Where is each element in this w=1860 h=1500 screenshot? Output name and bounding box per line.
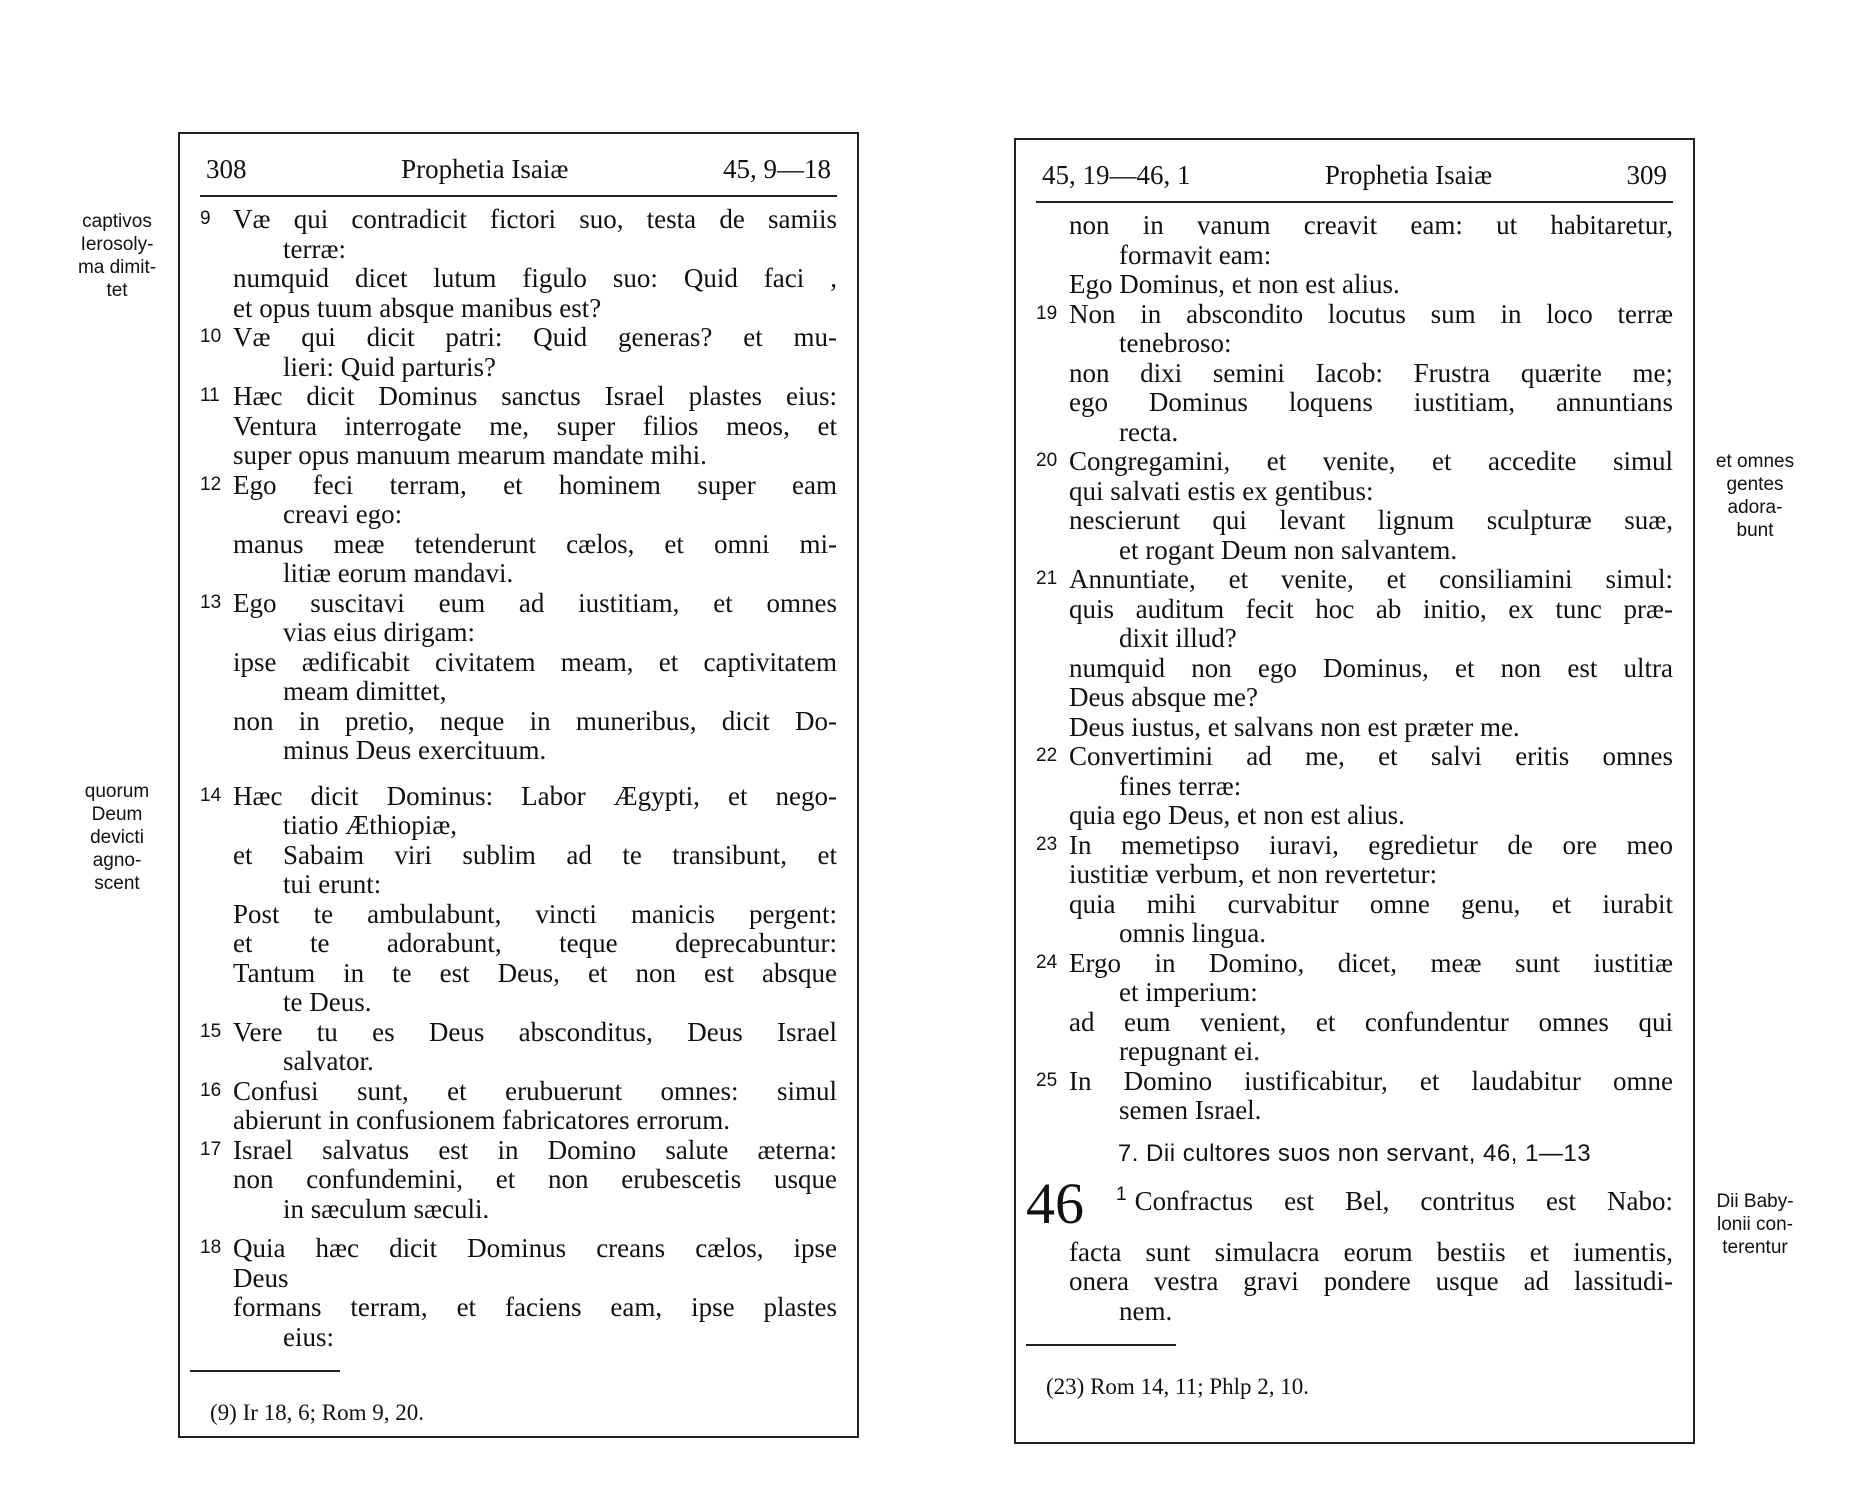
verse-line: ad eum venient, et confundentur omnes qui <box>1069 1006 1673 1037</box>
verse <box>200 1234 837 1352</box>
margin-note-captivos: captivos Ierosoly- ma dimit- tet <box>77 211 157 301</box>
verse-line: Vere tu es Deus absconditus, Deus Israel <box>233 1016 837 1047</box>
chapter-number: 46 <box>1026 1170 1084 1236</box>
verse <box>1036 565 1673 742</box>
verse-number: 23 <box>1036 833 1058 855</box>
verse <box>1036 742 1673 831</box>
verse-line: vias eius dirigam: <box>283 617 475 647</box>
verse-line: quia ego Deus, et non est alius. <box>1069 800 1405 830</box>
verse-number: 21 <box>1036 568 1058 589</box>
chapter-first-line <box>1116 1180 1673 1217</box>
page-header <box>200 154 837 197</box>
verse-number: 13 <box>200 591 222 613</box>
verse-line: et opus tuum absque manibus est? <box>233 292 602 323</box>
verse-line: fines terræ: <box>1119 770 1242 801</box>
page-title: Prophetia Isaiæ <box>401 154 569 184</box>
verse <box>200 1077 837 1136</box>
verse-number: 1 <box>1116 1183 1127 1205</box>
verse-number: 22 <box>1036 745 1058 766</box>
verse <box>200 382 837 471</box>
verse-line: Væ qui contradicit fictori suo, testa de samiis <box>233 204 837 234</box>
footnote-rule <box>1026 1344 1176 1346</box>
verse-line: et te adorabunt, teque deprecabuntur: <box>233 928 837 958</box>
verse-line: Hæc dicit Dominus: Labor Ægypti, et nego- <box>233 780 837 811</box>
verse-line: terræ: <box>283 233 346 264</box>
verse-line: tiatio Æthiopiæ, <box>283 810 458 840</box>
verse-line: Ego Dominus, et non est alius. <box>1069 269 1400 299</box>
verse-line: semen Israel. <box>1119 1095 1262 1125</box>
verse-line: tenebroso: <box>1119 328 1232 358</box>
verse-number: 18 <box>200 1237 222 1258</box>
verse-line: ipse ædificabit civitatem meam, et captivitatem <box>233 646 837 677</box>
verse-line: Deus absque me? <box>1069 682 1258 712</box>
verse-line: formans terram, et faciens eam, ipse plastes <box>233 1292 837 1322</box>
verse-line: omnis lingua. <box>1119 918 1266 948</box>
chapter-start <box>1026 1170 1673 1238</box>
verse-line: Quia hæc dicit Dominus creans cælos, ipse <box>233 1233 837 1263</box>
verse-line: salvator. <box>283 1046 374 1076</box>
verse-line: Deus <box>233 1262 289 1293</box>
page-body <box>200 197 837 1352</box>
verse-line: quis auditum fecit hoc ab initio, ex tunc præ- <box>1069 593 1673 624</box>
verse-line: Confusi sunt, et erubuerunt omnes: simul <box>233 1075 837 1106</box>
footnote: (9) Ir 18, 6; Rom 9, 20. <box>210 1400 425 1425</box>
verse-number: 12 <box>200 473 222 495</box>
page-reference: 45, 19—46, 1 <box>1042 160 1191 190</box>
page-body <box>1036 203 1673 1126</box>
verse <box>200 323 837 382</box>
verse-line: non confundemini, et non erubescetis usque <box>233 1164 837 1194</box>
verse-line: iustitiæ verbum, et non revertetur: <box>1069 859 1438 889</box>
verse <box>1036 831 1673 949</box>
verse-line: Ergo in Domino, dicet, meæ sunt iustitiæ <box>1069 947 1673 978</box>
verse-number: 10 <box>200 326 222 347</box>
verse-line: repugnant ei. <box>1119 1036 1260 1066</box>
page-number: 308 <box>206 154 247 184</box>
verse-line: et rogant Deum non salvantem. <box>1119 534 1458 565</box>
verse-line: minus Deus exercituum. <box>283 735 547 765</box>
right-page <box>1014 138 1695 1444</box>
verse-line: recta. <box>1119 416 1179 447</box>
page-header <box>1036 160 1673 203</box>
verse-number: 14 <box>200 784 222 806</box>
margin-note-quorum: quorum Deum devicti agno- scent <box>84 781 150 894</box>
verse-line: Ventura interrogate me, super filios meos, et <box>233 410 837 441</box>
verse <box>200 782 837 1018</box>
verse <box>200 1136 837 1225</box>
verse-number: 11 <box>200 385 220 406</box>
verse-line: manus meæ tetenderunt cælos, et omni mi- <box>233 528 837 559</box>
page-number: 309 <box>1626 160 1667 190</box>
verse <box>1036 300 1673 448</box>
verse-line: Ego suscitavi eum ad iustitiam, et omnes <box>233 587 837 618</box>
verse-line: numquid non ego Dominus, et non est ultra <box>1069 652 1673 683</box>
section-title: 7. Dii cultores suos non servant, 46, 1—13 <box>1117 1139 1592 1167</box>
verse-line: Confractus est Bel, contritus est Nabo: <box>1134 1185 1673 1216</box>
verse-line: dixit illud? <box>1119 623 1237 653</box>
verse-line: eius: <box>283 1321 334 1352</box>
verse-line: numquid dicet lutum figulo suo: Quid faci , <box>233 263 837 293</box>
verse-line: Convertimini ad me, et salvi eritis omnes <box>1069 741 1673 771</box>
verse-number: 25 <box>1036 1069 1058 1091</box>
margin-note-gentes: et omnes gentes adora- bunt <box>1715 451 1795 541</box>
verse-line: Congregamini, et venite, et accedite simul <box>1069 446 1673 476</box>
verse <box>1036 949 1673 1067</box>
verse-number: 24 <box>1036 951 1058 973</box>
verse-line: Non in abscondito locutus sum in loco terræ <box>1069 298 1673 329</box>
verse-line: ego Dominus loquens iustitiam, annuntians <box>1069 387 1673 417</box>
verse-line: Ego feci terram, et hominem super eam <box>233 469 837 500</box>
verse-line: onera vestra gravi pondere usque ad lassitudi- <box>1069 1266 1673 1296</box>
verse-number: 15 <box>200 1020 222 1042</box>
verse <box>1036 1067 1673 1126</box>
verse-line: et imperium: <box>1119 977 1258 1007</box>
verse-line: qui salvati estis ex gentibus: <box>1069 475 1374 506</box>
verse-line: facta sunt simulacra eorum bestiis et iumentis, <box>1069 1236 1673 1267</box>
verse-line: tui erunt: <box>283 869 382 899</box>
chapter-verse <box>1036 1238 1673 1327</box>
left-page <box>178 132 859 1438</box>
verse-line: in sæculum sæculi. <box>283 1193 490 1224</box>
verse-line: non in pretio, neque in muneribus, dicit Do- <box>233 705 837 736</box>
verse-line: meam dimittet, <box>283 676 447 706</box>
footnote-rule <box>190 1370 340 1372</box>
verse-line: Tantum in te est Deus, et non est absque <box>233 957 837 988</box>
verse-line: nescierunt qui levant lignum sculpturæ suæ, <box>1069 505 1673 535</box>
verse-line: lieri: Quid parturis? <box>283 351 496 382</box>
verse <box>200 471 837 589</box>
verse-line: abierunt in confusionem fabricatores errorum. <box>233 1105 731 1135</box>
verse-line: Deus iustus, et salvans non est præter me. <box>1069 711 1520 742</box>
verse <box>200 1018 837 1077</box>
verse-line: Annuntiate, et venite, et consiliamini simul: <box>1069 564 1673 594</box>
verse-number: 20 <box>1036 450 1058 471</box>
verse-line: formavit eam: <box>1119 239 1272 270</box>
verse-line: Israel salvatus est in Domino salute æterna: <box>233 1134 837 1165</box>
verse-line: et Sabaim viri sublim ad te transibunt, et <box>233 839 837 870</box>
verse-number: 19 <box>1036 302 1058 324</box>
verse-number: 17 <box>200 1138 222 1160</box>
verse-number: 16 <box>200 1079 222 1101</box>
verse-line: non dixi semini Iacob: Frustra quærite me; <box>1069 357 1673 388</box>
verse-line: Post te ambulabunt, vincti manicis pergent: <box>233 898 837 929</box>
verse-line: Hæc dicit Dominus sanctus Israel plastes eius: <box>233 381 837 411</box>
verse <box>200 205 837 323</box>
verse-line: In memetipso iuravi, egredietur de ore meo <box>1069 829 1673 860</box>
verse-line: te Deus. <box>283 987 372 1017</box>
verse-line: creavi ego: <box>283 499 403 529</box>
page-title: Prophetia Isaiæ <box>1324 160 1493 190</box>
verse-line: non in vanum creavit eam: ut habitaretur, <box>1069 210 1673 240</box>
verse <box>200 589 837 766</box>
page-reference: 45, 9—18 <box>723 154 831 184</box>
verse-number: 9 <box>200 208 211 229</box>
verse-line: super opus manuum mearum mandate mihi. <box>233 440 707 470</box>
verse-line: litiæ eorum mandavi. <box>283 558 514 588</box>
verse <box>1036 211 1673 300</box>
verse <box>1036 447 1673 565</box>
verse-line: Væ qui dicit patri: Quid generas? et mu- <box>233 322 837 352</box>
verse-line: quia mihi curvabitur omne genu, et iurabit <box>1069 888 1673 919</box>
margin-note-babylonii: Dii Baby- lonii con- terentur <box>1716 1191 1794 1258</box>
footnote: (23) Rom 14, 11; Phlp 2, 10. <box>1046 1374 1310 1399</box>
verse-line: nem. <box>1119 1295 1173 1326</box>
verse-line: In Domino iustificabitur, et laudabitur omne <box>1069 1065 1673 1096</box>
